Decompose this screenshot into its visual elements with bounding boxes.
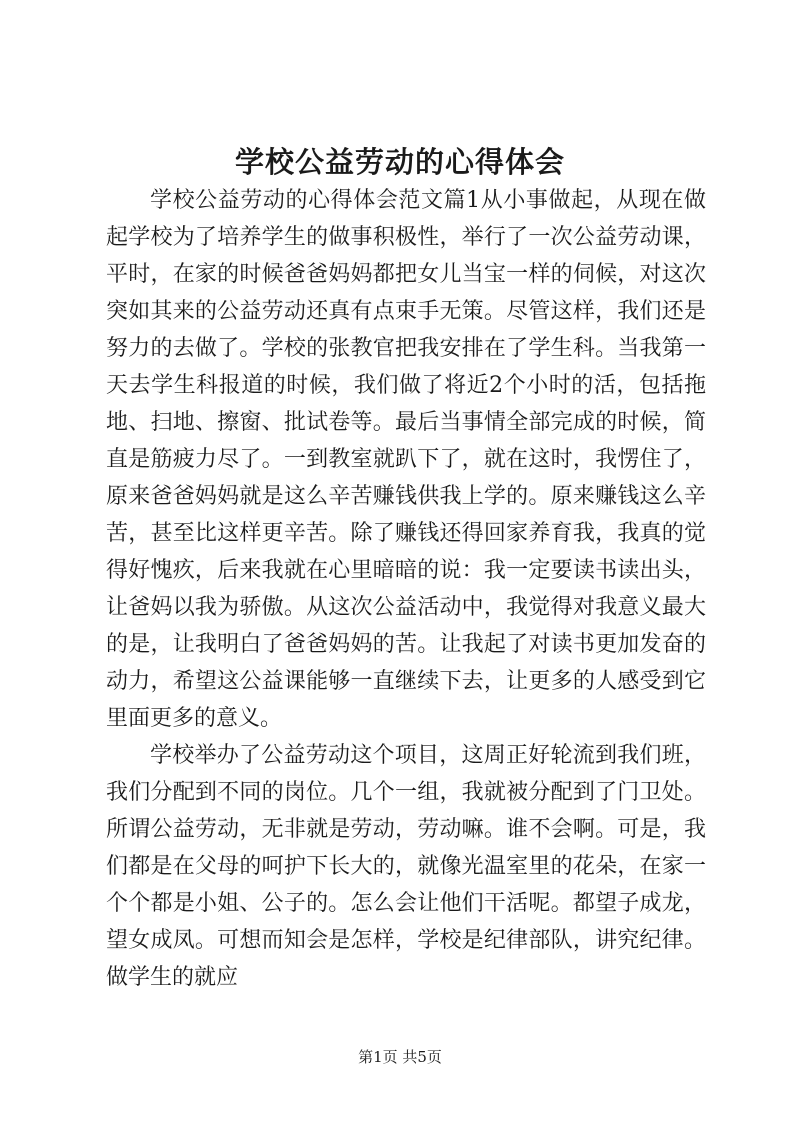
page-number-footer: 第1页 共5页	[358, 1048, 442, 1066]
page-title: 学校公益劳动的心得体会	[234, 145, 565, 179]
paragraph-1: 学校公益劳动的心得体会范文篇1从小事做起，从现在做起学校为了培养学生的做事积极性，举行了一次公益劳动课，平时，在家的时候爸爸妈妈都把女儿当宝一样的伺候，对这次突如其来的公益劳动还真有点束手无策。尽管这样，我们还是努力的去做了。学校的张教官把我安排在了学生科。当我第一天去学生科报道的时候，我们做了将近2个小时的活，包括拖地、扫地、擦窗、批试卷等。最后当事情全部完成的时候，简直是筋疲力尽了。一到教室就趴下了，就在这时，我愣住了，原来爸爸妈妈就是这么辛苦赚钱供我上学的。原来赚钱这么辛苦，甚至比这样更辛苦。除了赚钱还得回家养育我，我真的觉得好愧疚，后来我就在心里暗暗的说：我一定要读书读出头，让爸妈以我为骄傲。从这次公益活动中，我觉得对我意义最大的是，让我明白了爸爸妈妈的苦。让我起了对读书更加发奋的动力，希望这公益课能够一直继续下去，让更多的人感受到它里面更多的意义。	[106, 188, 706, 731]
paragraph-2: 学校举办了公益劳动这个项目，这周正好轮流到我们班，我们分配到不同的岗位。几个一组，我就被分配到了门卫处。所谓公益劳动，无非就是劳动，劳动嘛。谁不会啊。可是，我们都是在父母的呵护下长大的，就像光温室里的花朵，在家一个个都是小姐、公子的。怎么会让他们干活呢。都望子成龙，望女成凤。可想而知会是怎样，学校是纪律部队，讲究纪律。做学生的就应	[106, 743, 706, 990]
document-body	[106, 182, 706, 996]
